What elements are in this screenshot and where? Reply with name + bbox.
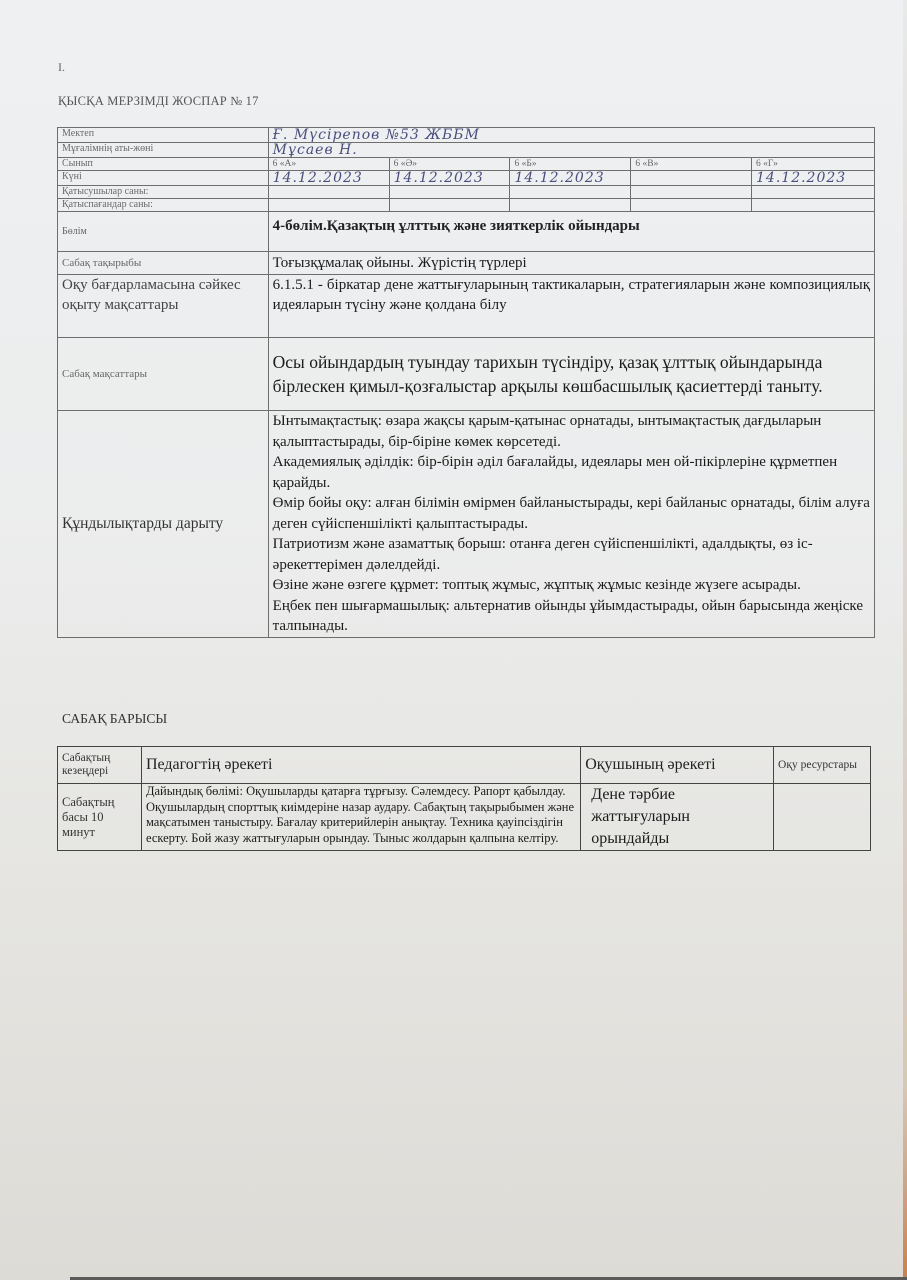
section-row bbox=[58, 212, 875, 252]
class-date: 14.12.2023 bbox=[752, 171, 875, 186]
section-label: Бөлім bbox=[58, 212, 269, 252]
class-name: 6 «Г» bbox=[752, 158, 875, 171]
topic-label: Сабақ тақырыбы bbox=[58, 252, 269, 275]
resources-cell bbox=[774, 784, 871, 851]
absent-row bbox=[58, 199, 875, 212]
class-name: 6 «Ә» bbox=[389, 158, 510, 171]
date-label: Күні bbox=[58, 171, 269, 186]
value-item: Академиялық әділдік: бір-бірін әділ бағалайды, идеялары мен ой-пікірлеріне құрметпен қарайды. bbox=[272, 454, 838, 491]
present-row bbox=[58, 186, 875, 199]
header-table bbox=[57, 127, 875, 638]
col-resources: Оқу ресурстары bbox=[774, 747, 871, 784]
class-name: 6 «А» bbox=[268, 158, 389, 171]
school-value: Ғ. Мүсірепов №53 ЖББМ bbox=[268, 128, 874, 143]
topic-row bbox=[58, 252, 875, 275]
corner-mark: I. bbox=[58, 60, 65, 74]
stage-cell: Сабақтың басы 10 минут bbox=[58, 784, 142, 851]
class-row bbox=[58, 158, 875, 171]
class-date: 14.12.2023 bbox=[268, 171, 389, 186]
values-label: Құндылықтарды дарыту bbox=[58, 411, 269, 638]
present-count bbox=[268, 186, 389, 199]
lesson-header-row bbox=[58, 747, 871, 784]
program-row bbox=[58, 275, 875, 338]
class-date: 14.12.2023 bbox=[510, 171, 631, 186]
absent-count bbox=[631, 199, 752, 212]
program-label: Оқу бағдарламасына сәйкес оқыту мақсаттары bbox=[58, 275, 269, 338]
present-label: Қатысушылар саны: bbox=[58, 186, 269, 199]
lesson-row bbox=[58, 784, 871, 851]
value-item: Өмір бойы оқу: алған білімін өмірмен байланыстырады, кері байланыс орнатады, білім алуға деген сүйіспеншілікті қалыптастырады. bbox=[272, 495, 870, 532]
topic-value: Тоғызқұмалақ ойыны. Жүрістің түрлері bbox=[268, 252, 874, 275]
col-stage: Сабақтың кезеңдері bbox=[58, 747, 142, 784]
school-row bbox=[58, 128, 875, 143]
program-value: 6.1.5.1 - біркатар дене жаттығуларының тактикаларын, стратегияларын және композициялық идеяларын түсіну және қолдана білу bbox=[268, 275, 874, 338]
absent-count bbox=[510, 199, 631, 212]
present-count bbox=[510, 186, 631, 199]
goals-label: Сабақ мақсаттары bbox=[58, 338, 269, 411]
absent-count bbox=[752, 199, 875, 212]
present-count bbox=[752, 186, 875, 199]
col-student: Оқушының әрекеті bbox=[581, 747, 774, 784]
values-row bbox=[58, 411, 875, 638]
class-date bbox=[631, 171, 752, 186]
teacher-activity: Дайындық бөлімі: Оқушыларды қатарға тұрғызу. Сәлемдесу. Рапорт қабылдау. Оқушылардың спорттық киімдеріне назар аудару. Сабақтың тақырыбымен және мақсатымен таныстыру. Бағалау критерийлерін анықтау. Техника қауіпсіздігін ескерту. Бой жазу жаттығуларын орындау. Тыныс жолдарын қалпына келтіру. bbox=[141, 784, 580, 851]
section-value: 4-бөлім.Қазақтың ұлттық және зияткерлік ойындары bbox=[268, 212, 874, 252]
present-count bbox=[389, 186, 510, 199]
teacher-row bbox=[58, 143, 875, 158]
class-label: Сынып bbox=[58, 158, 269, 171]
class-name: 6 «В» bbox=[631, 158, 752, 171]
value-item: Ынтымақтастық: өзара жақсы қарым-қатынас орнатады, ынтымақтастық дағдыларын қалыптастырады, бір-біріне көмек көрсетеді. bbox=[272, 413, 822, 450]
class-name: 6 «Б» bbox=[510, 158, 631, 171]
teacher-value: Мұсаев Н. bbox=[268, 143, 874, 158]
document-title: ҚЫСҚА МЕРЗІМДІ ЖОСПАР № 17 bbox=[58, 94, 259, 108]
date-row bbox=[58, 171, 875, 186]
teacher-label: Мұғалімнің аты-жөні bbox=[58, 143, 269, 158]
class-date: 14.12.2023 bbox=[389, 171, 510, 186]
value-item: Еңбек пен шығармашылық: альтернатив ойынды ұйымдастырады, ойын барысында жеңіске талпынады. bbox=[272, 597, 864, 634]
student-activity: Дене тәрбие жаттығуларын орындайды bbox=[581, 784, 774, 851]
value-item: Өзіне және өзгеге құрмет: топтық жұмыс, жұптық жұмыс кезінде жүзеге асырады. bbox=[272, 577, 801, 593]
col-teacher: Педагогтің әрекеті bbox=[141, 747, 580, 784]
page-edge bbox=[903, 0, 907, 1280]
absent-label: Қатыспағандар саны: bbox=[58, 199, 269, 212]
absent-count bbox=[268, 199, 389, 212]
absent-count bbox=[389, 199, 510, 212]
school-label: Мектеп bbox=[58, 128, 269, 143]
goals-value: Осы ойындардың туындау тарихын түсіндіру, қазақ ұлттық ойындарында бірлескен қимыл-қозғалыстар арқылы көшбасшылық қасиеттерді таныту. bbox=[268, 338, 874, 411]
present-count bbox=[631, 186, 752, 199]
value-item: Патриотизм және азаматтық борыш: отанға деген сүйіспеншілікті, адалдықты, өз іс-әрекеттерімен дәлелдейді. bbox=[272, 536, 813, 573]
goals-row bbox=[58, 338, 875, 411]
lesson-table bbox=[57, 746, 871, 851]
lesson-heading: САБАҚ БАРЫСЫ bbox=[62, 711, 168, 726]
values-list bbox=[268, 411, 874, 638]
